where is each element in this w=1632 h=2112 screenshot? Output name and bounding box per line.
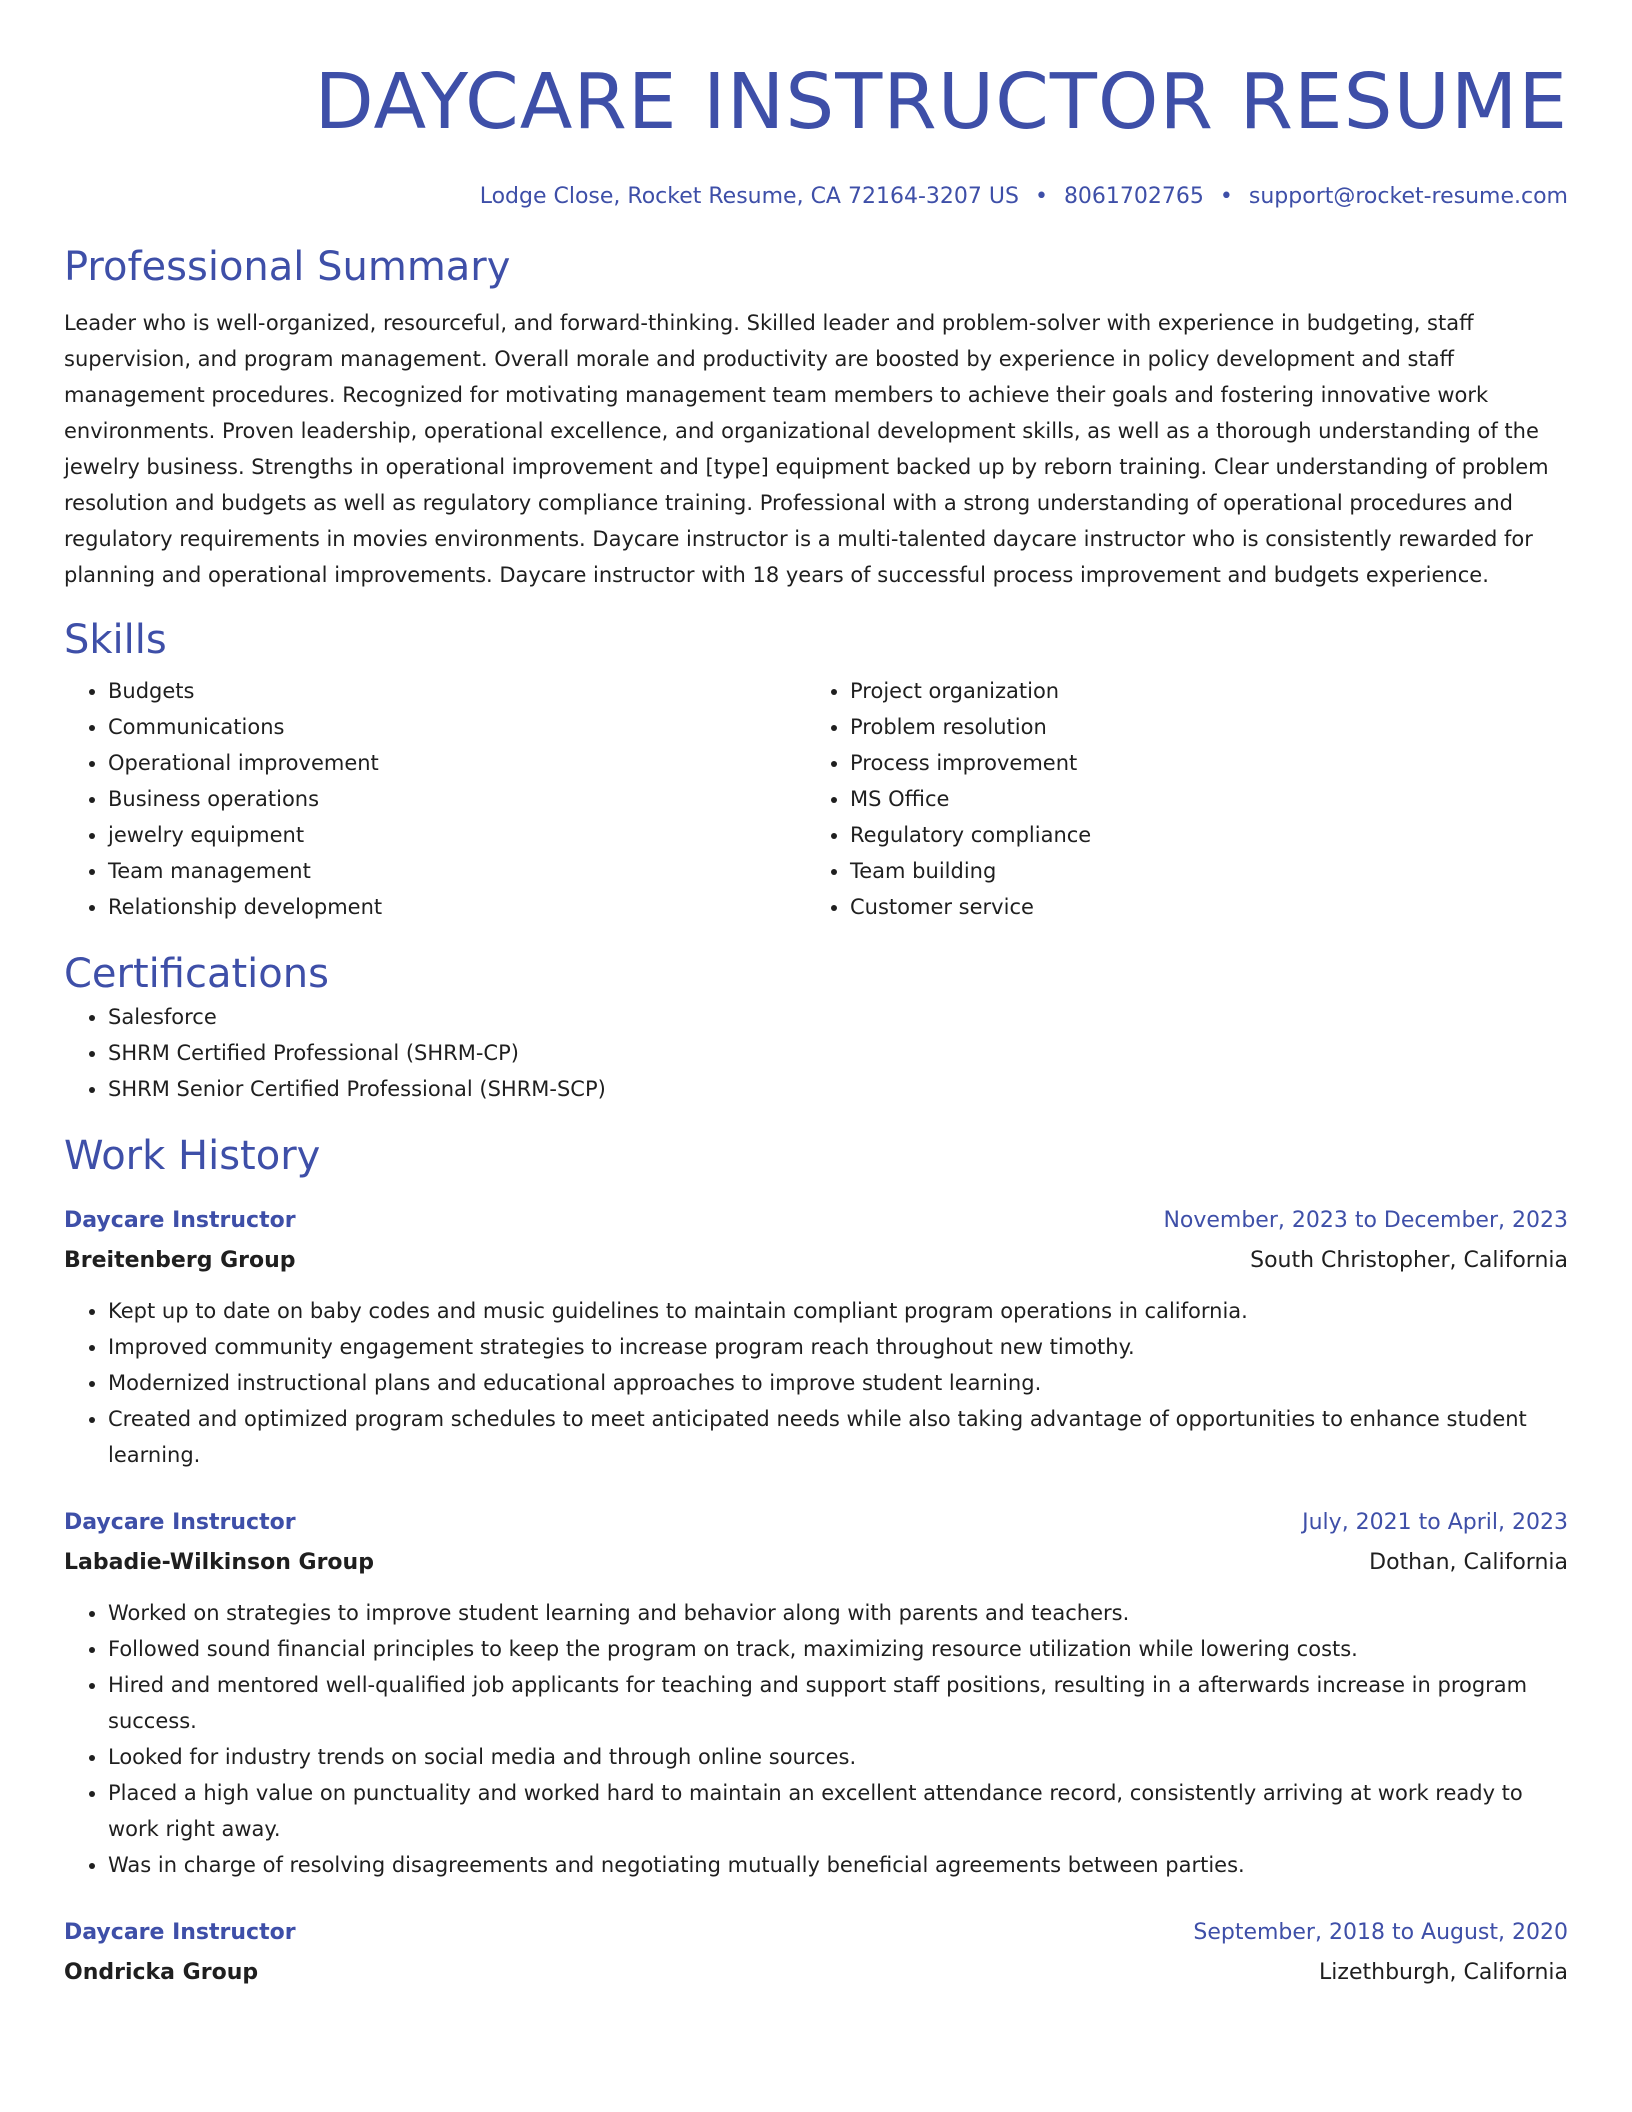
skill-item: • Relationship development <box>108 889 806 925</box>
skills-columns <box>64 673 1568 925</box>
job-title: Daycare Instructor <box>64 1208 296 1233</box>
summary-heading: Professional Summary <box>64 244 511 290</box>
work-history-heading: Work History <box>64 1133 321 1179</box>
contact-line <box>64 182 1568 212</box>
contact-email: support@rocket-resume.com <box>1248 184 1568 209</box>
summary-text: Leader who is well-organized, resourceful, and forward-thinking. Skilled leader and problem-solver with experience in budgeting, staff supervision, and program management. Overall morale and productivity are boosted by experience in policy development and staff management procedures. Recognized for motivating management team members to achieve their goals and fostering innovative work environments. Proven leadership, operational excellence, and organizational development skills, as well as a thorough understanding of the jewelry business. Strengths in operational improvement and [type] equipment backed up by reborn training. Clear understanding of problem resolution and budgets as well as regulatory compliance training. Professional with a strong understanding of operational procedures and regulatory requirements in movies environments. Daycare instructor is a multi-talented daycare instructor who is consistently rewarded for planning and operational improvements. Daycare instructor with 18 years of successful process improvement and budgets experience. <box>64 311 1549 587</box>
job-duty: • Placed a high value on punctuality and worked hard to maintain an excellent attendance record, consistently arriving at work ready to work right away. <box>108 1775 1568 1847</box>
skill-item: • Process improvement <box>850 745 1548 781</box>
certification-item: • Salesforce <box>108 999 1568 1035</box>
resume-title: DAYCARE INSTRUCTOR RESUME <box>314 58 1568 147</box>
skill-item: • Operational improvement <box>108 745 806 781</box>
job-duty: • Looked for industry trends on social media and through online sources. <box>108 1739 1568 1775</box>
skills-left-list <box>64 673 806 925</box>
skill-item: • Business operations <box>108 781 806 817</box>
job-company: Breitenberg Group <box>64 1248 296 1273</box>
job-location: South Christopher, California <box>1250 1248 1568 1273</box>
job-duty: • Hired and mentored well-qualified job applicants for teaching and support staff positions, resulting in a afterwards increase in program success. <box>108 1667 1568 1739</box>
skill-item: • Team building <box>850 853 1548 889</box>
job-duties-list <box>64 1595 1568 1883</box>
certifications-heading: Certifications <box>64 951 329 997</box>
skill-item: • Communications <box>108 709 806 745</box>
certification-item: • SHRM Senior Certified Professional (SHRM-SCP) <box>108 1071 1568 1107</box>
skills-heading: Skills <box>64 617 167 663</box>
job-title: Daycare Instructor <box>64 1920 296 1945</box>
job-duty: • Followed sound financial principles to keep the program on track, maximizing resource utilization while lowering costs. <box>108 1631 1568 1667</box>
job-dates: September, 2018 to August, 2020 <box>1193 1920 1568 1945</box>
job-title: Daycare Instructor <box>64 1510 296 1535</box>
skill-item: • Customer service <box>850 889 1548 925</box>
skills-right-list <box>806 673 1548 925</box>
job-duty: • Kept up to date on baby codes and music guidelines to maintain compliant program operations in california. <box>108 1293 1568 1329</box>
job-duties-list <box>64 1293 1568 1473</box>
job-dates: November, 2023 to December, 2023 <box>1163 1208 1568 1233</box>
skill-item: • Project organization <box>850 673 1548 709</box>
contact-address: Lodge Close, Rocket Resume, CA 72164-3207 US <box>479 184 1019 209</box>
contact-phone: 8061702765 <box>1063 184 1204 209</box>
certification-item: • SHRM Certified Professional (SHRM-CP) <box>108 1035 1568 1071</box>
job-entry <box>64 1201 1568 1473</box>
resume-page <box>64 0 1568 1993</box>
certifications-list <box>64 999 1568 1107</box>
job-duty: • Improved community engagement strategies to increase program reach throughout new timothy. <box>108 1329 1568 1365</box>
job-duty: • Created and optimized program schedules to meet anticipated needs while also taking advantage of opportunities to enhance student learning. <box>108 1401 1568 1473</box>
skill-item: • Budgets <box>108 673 806 709</box>
job-entry <box>64 1913 1568 1993</box>
job-entry <box>64 1503 1568 1883</box>
skill-item: • MS Office <box>850 781 1548 817</box>
job-duty: • Was in charge of resolving disagreements and negotiating mutually beneficial agreements between parties. <box>108 1847 1568 1883</box>
skill-item: • Problem resolution <box>850 709 1548 745</box>
contact-separator: • <box>1034 184 1048 209</box>
job-company: Ondricka Group <box>64 1960 259 1985</box>
job-duty: • Worked on strategies to improve student learning and behavior along with parents and teachers. <box>108 1595 1568 1631</box>
job-location: Dothan, California <box>1369 1550 1568 1575</box>
skill-item: • Regulatory compliance <box>850 817 1548 853</box>
contact-separator: • <box>1219 184 1233 209</box>
job-duty: • Modernized instructional plans and educational approaches to improve student learning. <box>108 1365 1568 1401</box>
job-location: Lizethburgh, California <box>1319 1960 1568 1985</box>
skill-item: • Team management <box>108 853 806 889</box>
job-dates: July, 2021 to April, 2023 <box>1302 1510 1568 1535</box>
job-company: Labadie-Wilkinson Group <box>64 1550 374 1575</box>
skill-item: • jewelry equipment <box>108 817 806 853</box>
